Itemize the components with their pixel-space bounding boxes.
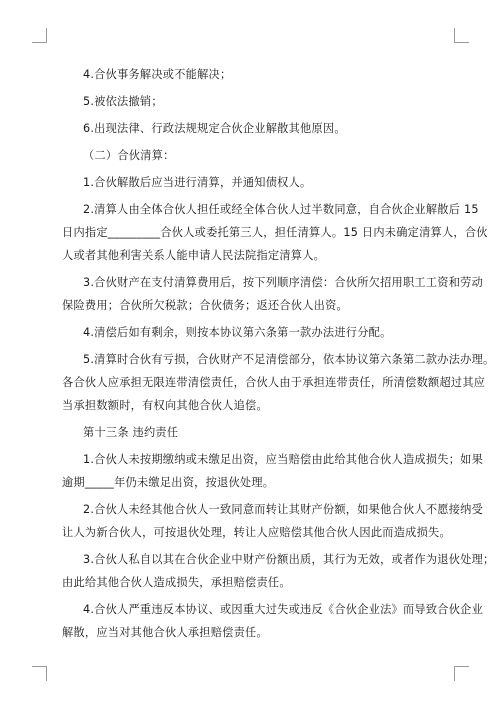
crop-mark-bottom-right [454, 666, 469, 681]
text-line: 4.清偿后如有剩余，则按本协议第六条第一款办法进行分配。 [83, 326, 392, 339]
text-line: 3.合伙人私自以其在合伙企业中财产份额出质，其行为无效，或者作为退伙处理； [83, 553, 495, 566]
text-line: 人或者其他利害关系人能申请人民法院指定清算人。 [62, 249, 326, 262]
text-line: 日内指定_________合伙人或委托第三人，担任清算人。15 日内未确定清算人，合伙 [62, 226, 488, 239]
crop-mark-bottom-left [32, 666, 47, 681]
text-line: 5.清算时合伙有亏损，合伙财产不足清偿部分，依本协议第六条第二款办法办理。 [83, 353, 495, 366]
text-line: 各合伙人应承担无限连带清偿责任，合伙人由于承担连带责任，所清偿数额超过其应 [62, 376, 486, 389]
text-line: 让人为新合伙人，可按退伙处理，转让人应赔偿其他合伙人因此而造成损失。 [62, 526, 451, 539]
text-line: 6.出现法律、行政法规规定合伙企业解散其他原因。 [83, 122, 346, 135]
crop-mark-top-right [454, 28, 469, 43]
text-line: 2.合伙人未经其他合伙人一致同意而转让其财产份额，如果他合伙人不愿接纳受 [83, 503, 484, 516]
text-line: 1.合伙解散后应当进行清算，并通知债权人。 [83, 176, 312, 189]
text-line: 3.合伙财产在支付清算费用后，按下列顺序清偿：合伙所欠招用职工工资和劳动 [83, 276, 484, 289]
text-line: 逾期_____年仍未缴足出资，按退伙处理。 [62, 476, 275, 489]
text-line: 4.合伙人严重违反本协议、或因重大过失或违反《合伙企业法》而导致合伙企业 [83, 603, 484, 616]
document-body [62, 63, 495, 644]
text-line: 4.合伙事务解决或不能解决； [83, 68, 232, 81]
text-line: 解散，应当对其他合伙人承担赔偿责任。 [62, 626, 268, 639]
text-line: 1.合伙人未按期缴纳或未缴足出资，应当赔偿由此给其他合伙人造成损失；如果 [83, 453, 484, 466]
text-line: 由此给其他合伙人造成损失，承担赔偿责任。 [62, 576, 291, 589]
text-line: 当承担数额时，有权向其他合伙人追偿。 [62, 399, 268, 412]
text-line: 5.被依法撤销； [83, 95, 163, 108]
article-heading: 第十三条 违约责任 [83, 426, 179, 439]
section-heading: （二）合伙清算： [83, 149, 175, 162]
text-line: 保险费用；合伙所欠税款；合伙债务；返还合伙人出资。 [62, 299, 348, 312]
crop-mark-top-left [32, 28, 47, 43]
text-line: 2.清算人由全体合伙人担任或经全体合伙人过半数同意，自合伙企业解散后 15 [83, 203, 479, 216]
